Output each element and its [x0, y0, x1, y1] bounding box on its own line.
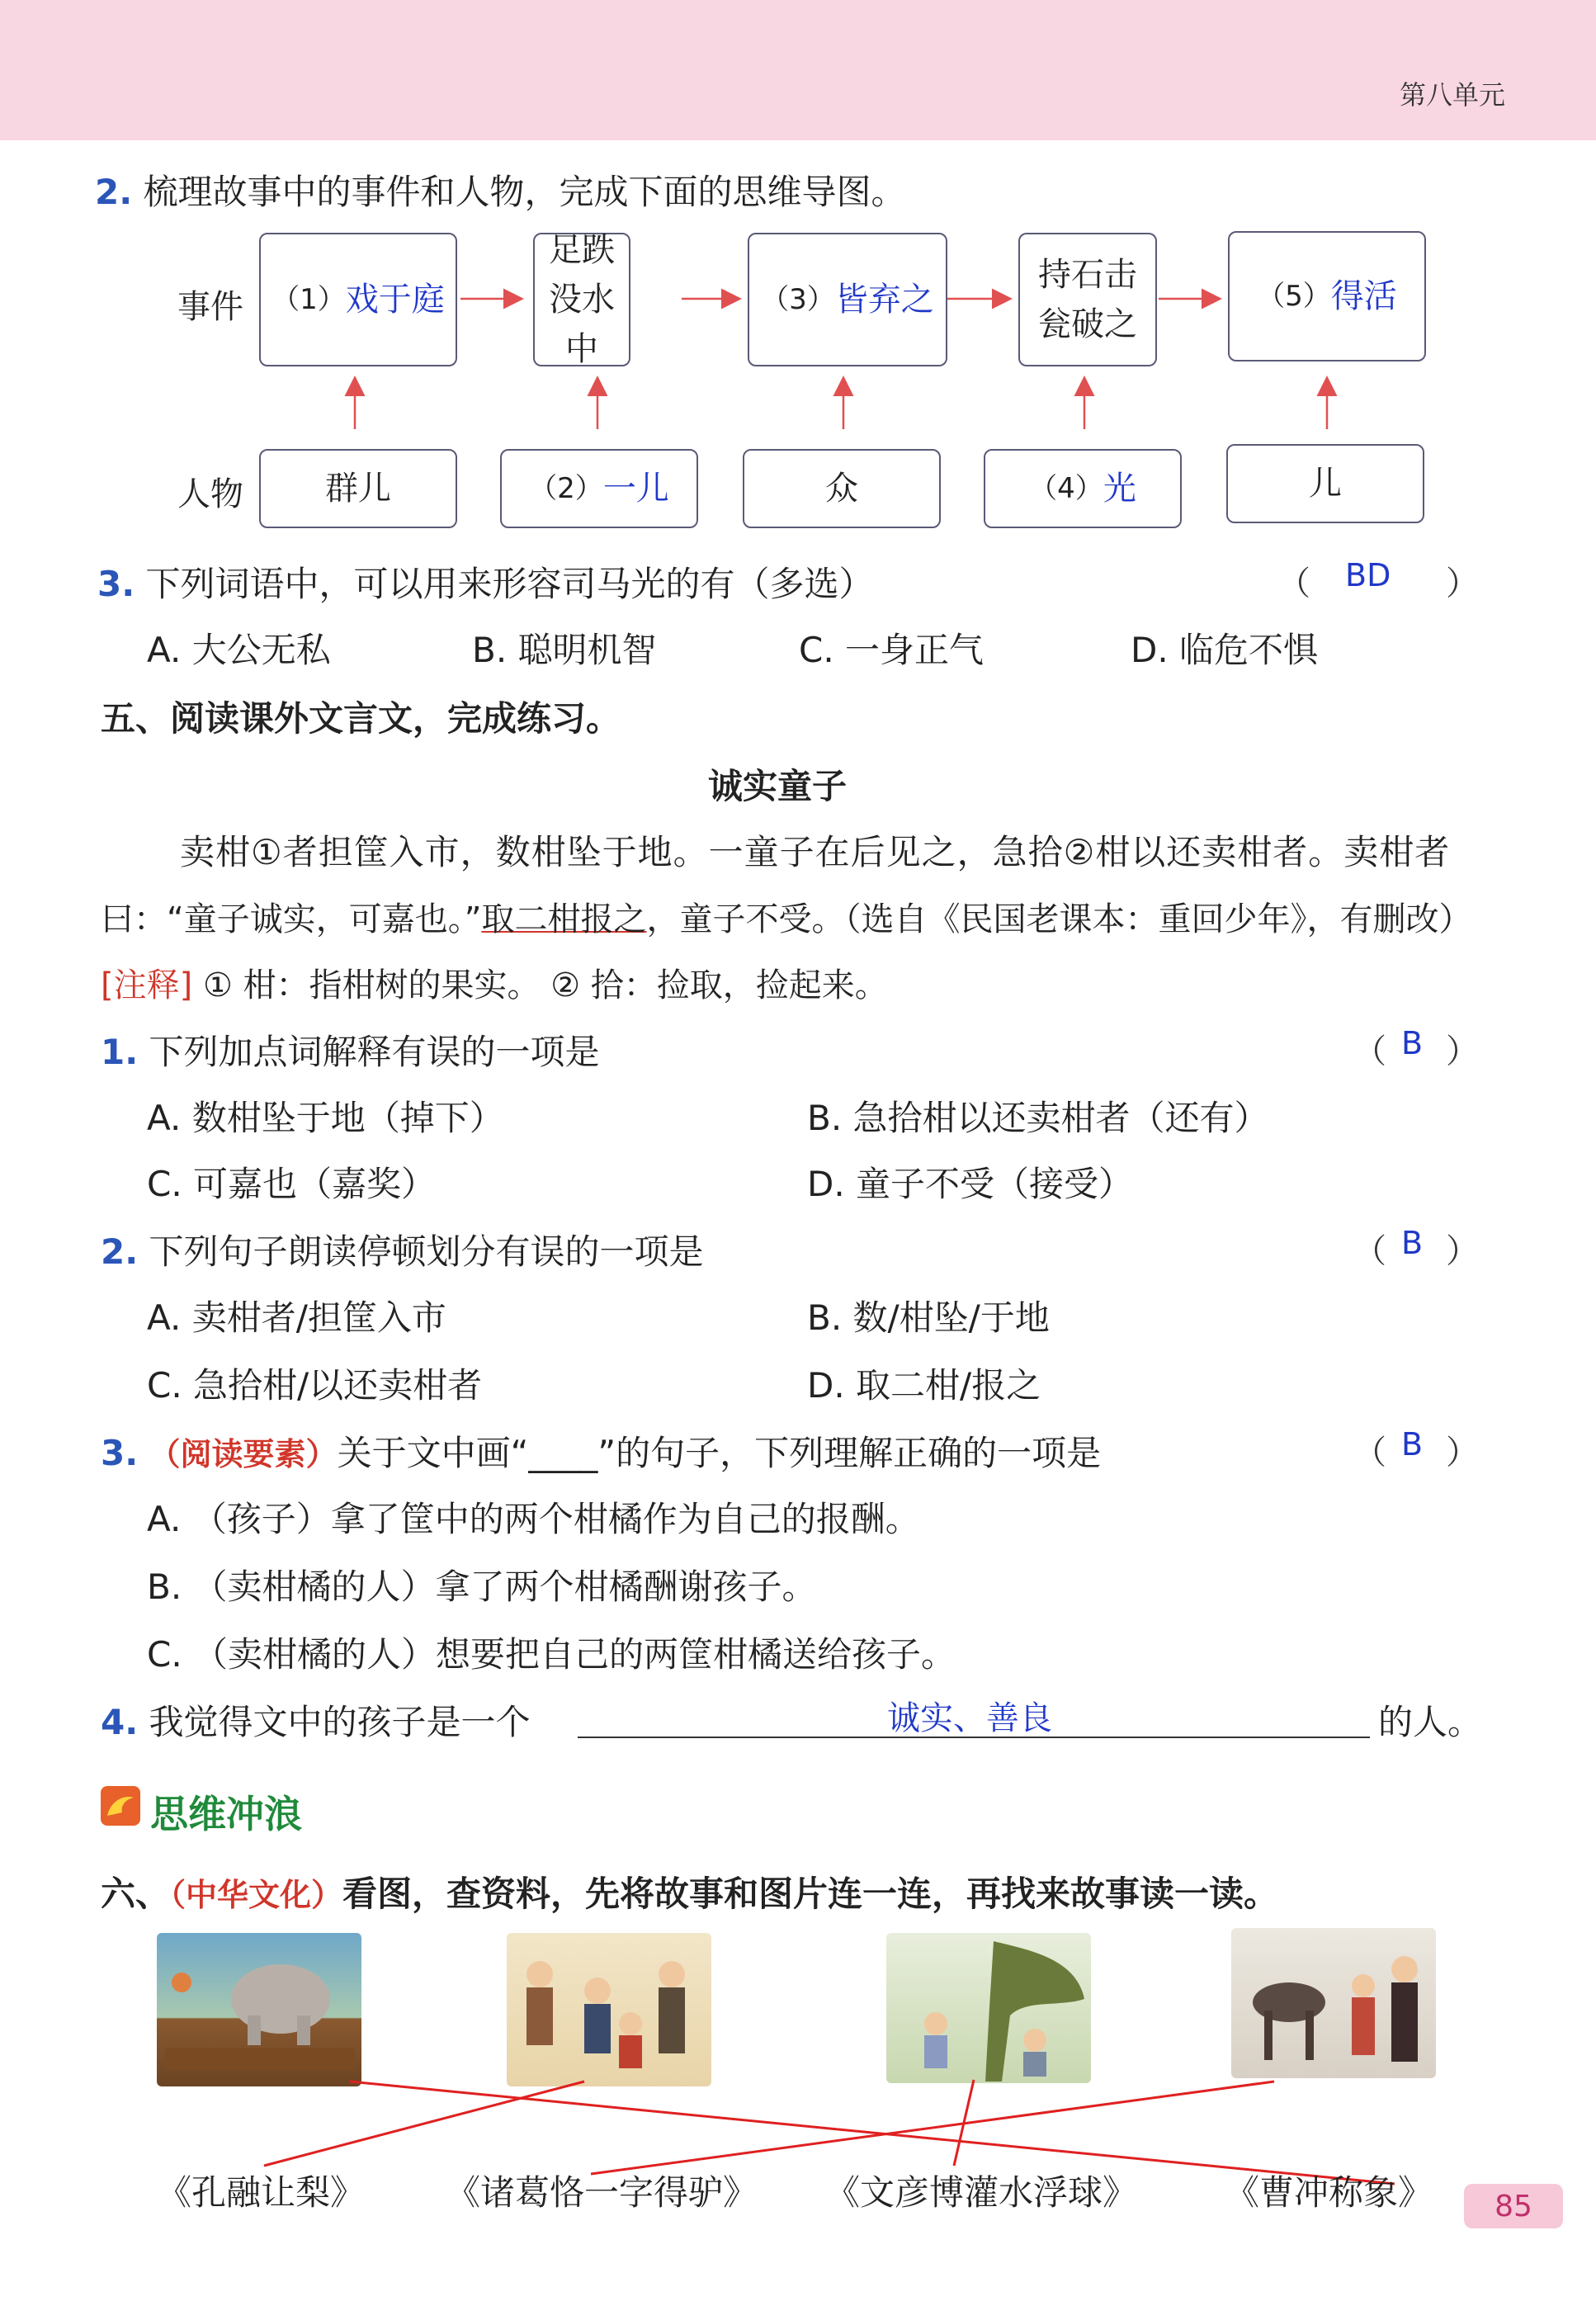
event-box-2: 足跌 没水中 [533, 233, 630, 366]
option-c: C. 一身正气 [799, 630, 985, 670]
annotation-tag: [注释] [101, 966, 193, 1004]
answer-paren-close: ） [1446, 565, 1479, 602]
answer-paren-open: （ [1353, 1033, 1386, 1070]
question-text: 关于文中画“____”的句子，下列理解正确的一项是 [337, 1433, 1102, 1473]
answer-paren-close: ） [1446, 1232, 1479, 1270]
annotation-text: ① 柑：指柑树的果实。 ② 拾：捡取，捡起来。 [202, 966, 888, 1004]
question-tag: （阅读要素） [149, 1436, 338, 1472]
underlined-sentence: 取二柑报之 [481, 900, 647, 938]
story-kong-rong: 《孔融让梨》 [157, 2172, 366, 2213]
question-tail: 的人。 [1378, 1702, 1483, 1742]
answer-paren-open: （ [1353, 1434, 1386, 1472]
option-d: D. 童子不受（接受） [807, 1164, 1134, 1204]
option-b: B. 聪明机智 [472, 630, 657, 670]
option-d: D. 取二柑/报之 [807, 1365, 1041, 1406]
match-line [264, 2082, 584, 2166]
passage-text: 曰：“童子诚实，可嘉也。” [101, 900, 482, 938]
question-number: 1. [101, 1032, 139, 1072]
thinking-surf-label: 思维冲浪 [150, 1792, 302, 1836]
section-5-heading: 五、阅读课外文言文，完成练习。 [101, 698, 621, 739]
match-line [591, 2082, 1274, 2174]
answer: 诚实、善良 [887, 1699, 1052, 1737]
answer: BD [1345, 557, 1391, 593]
question-text: 下列词语中，可以用来形容司马光的有（多选） [145, 564, 874, 604]
event-box-3: （3） 皆弃之 [748, 233, 947, 366]
event-box-1: （1） 戏于庭 [259, 233, 457, 366]
person-box-1: 群儿 [259, 449, 457, 528]
option-c: C. 可嘉也（嘉奖） [147, 1164, 437, 1204]
event-box-4: 持石击 瓮破之 [1018, 233, 1157, 366]
question-number: 4. [101, 1702, 139, 1742]
heading-tag: （中华文化） [170, 1877, 343, 1913]
story-wen-yanbo: 《文彦博灌水浮球》 [825, 2172, 1138, 2213]
question-text: 下列句子朗读停顿划分有误的一项是 [149, 1231, 704, 1272]
option-a: A. （孩子）拿了筐中的两个柑橘作为自己的报酬。 [147, 1499, 920, 1539]
passage-line-1: 卖柑①者担筐入市，数柑坠于地。一童子在后见之，急拾②柑以还卖柑者。卖柑者 [180, 832, 1451, 872]
option-a: A. 大公无私 [147, 630, 331, 670]
option-a: A. 数柑坠于地（掉下） [147, 1098, 504, 1138]
question-text: 梳理故事中的事件和人物，完成下面的思维导图。 [143, 172, 906, 212]
story-zhuge-ke: 《诸葛恪一字得驴》 [446, 2172, 758, 2213]
answer: B [1401, 1025, 1424, 1061]
option-d: D. 临危不惧 [1131, 630, 1319, 670]
option-b: B. 数/柑坠/于地 [807, 1297, 1050, 1338]
event-row-label: 事件 [177, 288, 243, 326]
option-b: B. （卖柑橘的人）拿了两个柑橘酬谢孩子。 [147, 1566, 817, 1607]
answer: B [1401, 1225, 1424, 1261]
question-number: 3. [97, 564, 135, 604]
person-box-5: 儿 [1226, 444, 1424, 523]
question-number: 3. [101, 1433, 139, 1473]
answer-paren-open: （ [1277, 565, 1310, 602]
event-box-5: （5） 得活 [1228, 231, 1426, 361]
question-number: 2. [101, 1231, 139, 1272]
person-box-3: 众 [743, 449, 941, 528]
story-cao-chong: 《曹冲称象》 [1225, 2172, 1433, 2213]
heading-text: 六、 [101, 1874, 171, 1914]
option-a: A. 卖柑者/担筐入市 [147, 1297, 446, 1338]
option-c: C. （卖柑橘的人）想要把自己的两筐柑橘送给孩子。 [147, 1634, 956, 1675]
person-box-2: （2） 一儿 [500, 449, 698, 528]
heading-text: 看图，查资料，先将故事和图片连一连，再找来故事读一读。 [342, 1874, 1279, 1914]
option-c: C. 急拾柑/以还卖柑者 [147, 1365, 483, 1406]
unit-label: 第八单元 [1399, 79, 1505, 111]
option-b: B. 急拾柑以还卖柑者（还有） [807, 1098, 1269, 1138]
answer: B [1401, 1426, 1424, 1463]
answer-paren-close: ） [1446, 1434, 1479, 1472]
question-number: 2. [95, 172, 133, 212]
page-number: 85 [1464, 2184, 1563, 2228]
question-text: 下列加点词解释有误的一项是 [149, 1032, 600, 1072]
passage-title: 诚实童子 [708, 766, 848, 806]
answer-paren-open: （ [1353, 1232, 1386, 1270]
passage-text: ，童子不受。（选自《民国老课本：重回少年》，有删改） [646, 900, 1472, 938]
question-text: 我觉得文中的孩子是一个 [149, 1702, 531, 1742]
answer-paren-close: ） [1446, 1033, 1479, 1070]
person-box-4: （4） 光 [984, 449, 1182, 528]
person-row-label: 人物 [177, 475, 243, 513]
